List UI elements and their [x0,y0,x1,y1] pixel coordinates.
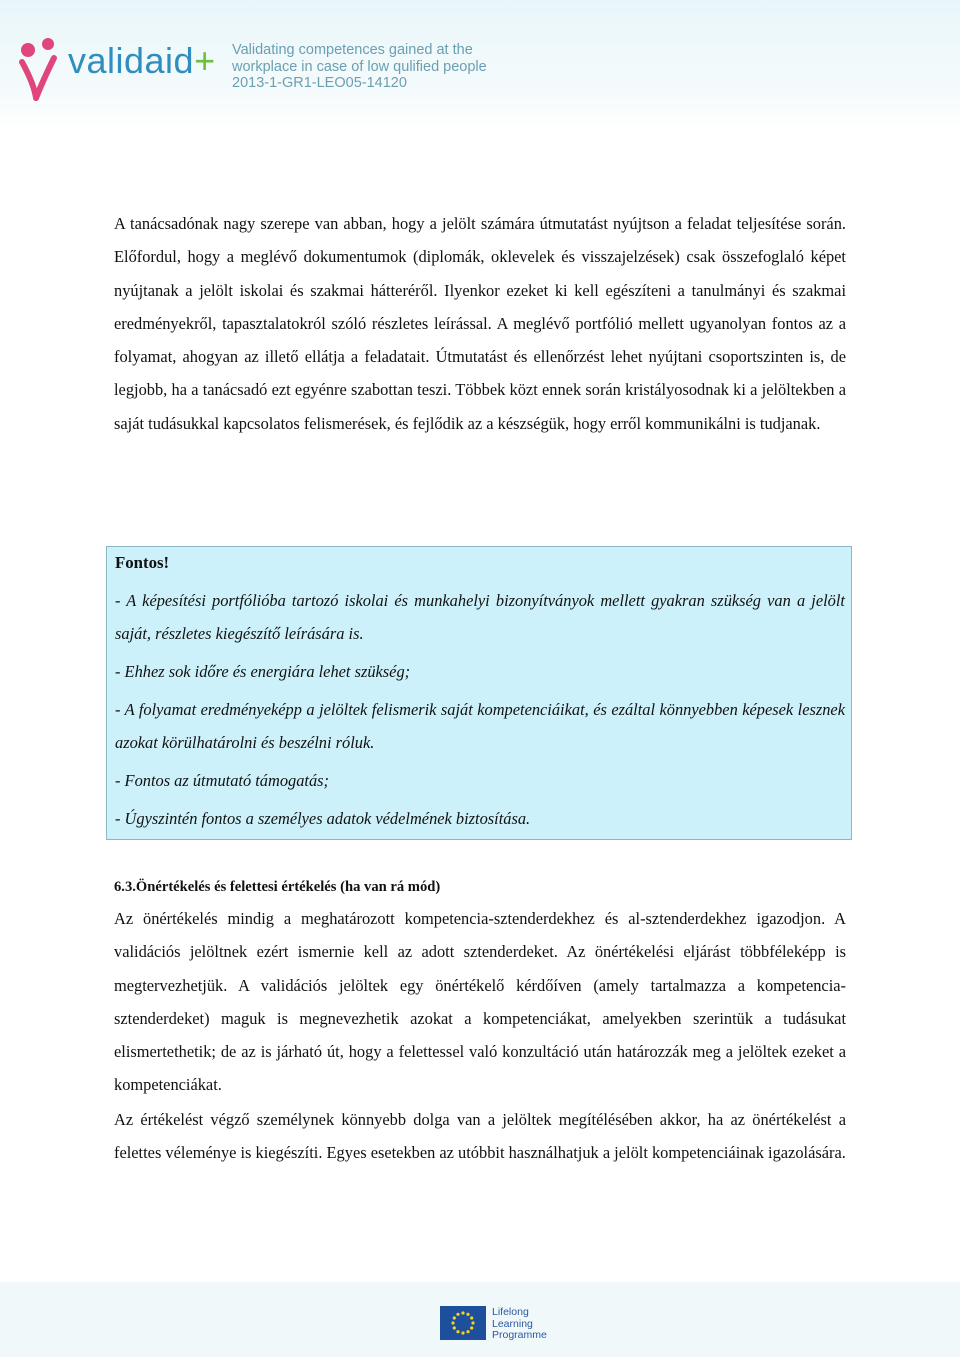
tagline-line-1: Validating competences gained at the [232,42,473,58]
logo-wordmark: validaid+ [68,40,216,81]
important-note-box [106,546,852,840]
note-item-1: - A képesítési portfólióba tartozó iskolai és munkahelyi bizonyítványok mellett gyakran szükség van a jelölt saját, részletes kiegészítő leírására is. [115,591,845,644]
self-assessment-paragraph: Az önértékelés mindig a meghatározott kompetencia-sztenderdekhez és al-sztenderdekhez igazodjon. A validációs jelöltnek ezért ismernie kell az adott sztenderdeket. Az önértékelési eljárást többféleképp is megtervezhetjük. A validációs jelöltek egy önértékelő kérdőíven (amely tartalmazza a kompetencia-sztenderdeket) maguk is megnevezhetik azokat a kompetenciákat, amelyekben szerintük a tudásukat elismertethetik; de az is járható út, hogy a felettessel való konzultáció után határozzák meg a jelöltek ezeket a kompetenciákat. [114,909,846,1095]
lifelong-learning-programme-label [492,1307,547,1342]
llp-line-3: Programme [492,1329,547,1341]
project-tagline [232,42,487,92]
llp-line-2: Learning [492,1317,533,1330]
tagline-line-2: workplace in case of low qulified people [232,58,487,75]
important-note-title: Fontos! [115,553,170,572]
note-item-4: - Fontos az útmutató támogatás; [115,771,329,790]
tagline-line-3: 2013-1-GR1-LEO05-14120 [232,75,407,91]
intro-paragraph: A tanácsadónak nagy szerepe van abban, hogy a jelölt számára útmutatást nyújtson a feladat teljesítése során. Előfordul, hogy a meglévő dokumentumok (diplomák, oklevelek és visszajelzések) csak összefoglaló képet nyújtanak a jelölt iskolai és szakmai hátteréről. Ilyenkor ezeket ki kell egészíteni a tanulmányi és szakmai eredményekről, tapasztalatokról szóló részletes leírással. A meglévő portfólió mellett ugyanolyan fontos az a folyamat, ahogyan az illető ellátja a feladatait. Útmutatást és ellenőrzést lehet nyújtani csoportszinten is, de legjobb, ha a tanácsadó ezt egyénre szabottan teszi. Többek közt ennek során kristályosodnak ki a jelöltekben a saját tudásukkal kapcsolatos felismerések, és fejlődik az a készségük, hogy erről kommunikálni is tudjanak. [114,214,846,433]
note-item-2: - Ehhez sok időre és energiára lehet szükség; [115,662,411,681]
supervisor-assessment-paragraph: Az értékelést végző személynek könnyebb dolga van a jelöltek megítélésében akkor, ha az önértékelést a felettes véleménye is kiegészíti. Egyes esetekben az utóbbit használhatjuk a jelölt kompetenciáinak igazolására. [114,1110,846,1163]
note-item-5: - Úgyszintén fontos a személyes adatok védelmének biztosítása. [115,809,531,828]
note-item-3: - A folyamat eredményeképp a jelöltek felismerik saját kompetenciáikat, és ezáltal könnyebben képesek lesznek azokat körülhatárolni és beszélni róluk. [115,700,845,753]
section-heading: 6.3.Önértékelés és felettesi értékelés (ha van rá mód) [114,879,441,895]
llp-line-1: Lifelong [492,1306,529,1318]
eu-flag-icon [440,1306,486,1340]
